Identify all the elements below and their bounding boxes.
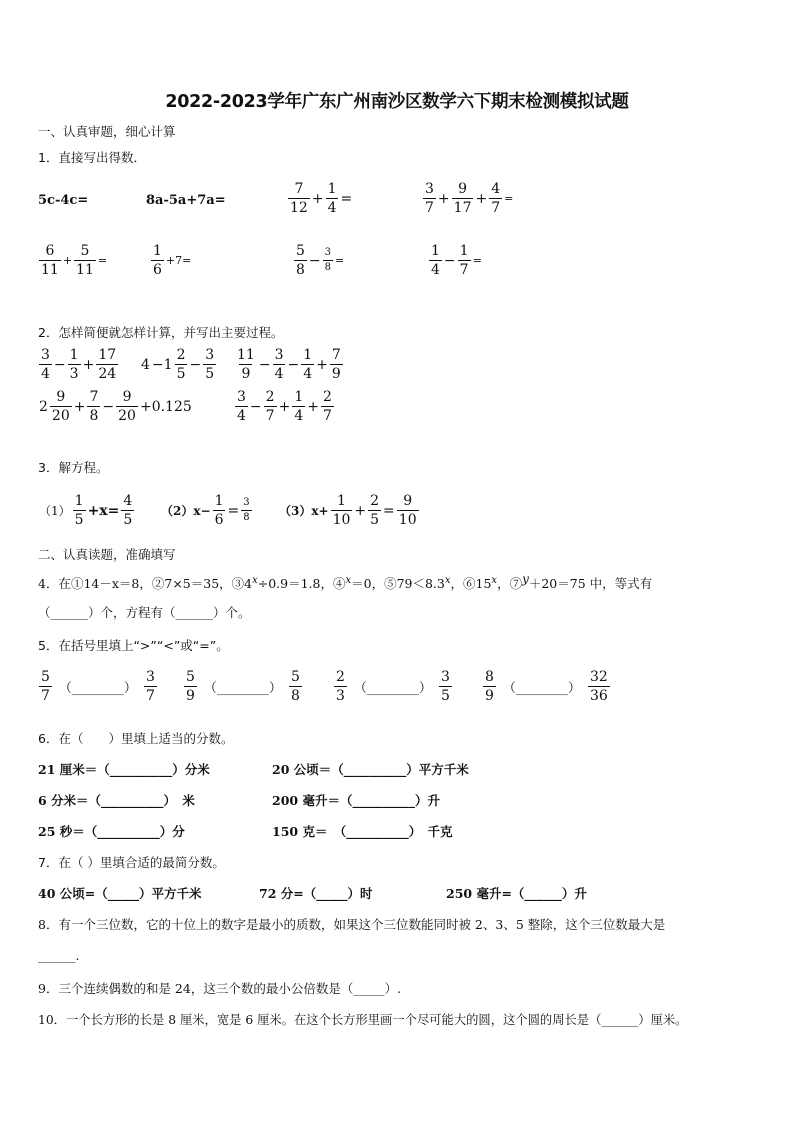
- numerator: 17: [98, 347, 117, 363]
- q8-line-2: ______.: [38, 948, 80, 963]
- fraction: [397, 494, 419, 527]
- fraction: [423, 182, 436, 215]
- math-operator: +: [475, 190, 488, 207]
- denominator: 4: [431, 262, 440, 278]
- fraction: [331, 494, 353, 527]
- q5-compare-2: [183, 670, 303, 703]
- denominator: 7: [145, 688, 155, 704]
- fraction: [96, 348, 118, 381]
- q5-label: 5．在括号里填上“>”“<”或“=”。: [38, 638, 229, 653]
- math-operator: −: [189, 356, 202, 373]
- denominator: 8: [324, 262, 332, 273]
- math-variable: x: [444, 575, 451, 586]
- numerator: 9: [403, 493, 413, 509]
- numerator: 3: [440, 669, 450, 685]
- numerator: 3: [324, 247, 332, 258]
- numerator: 3: [41, 347, 50, 363]
- fraction: [213, 494, 226, 527]
- fraction: [289, 670, 302, 703]
- math-operator: =: [227, 502, 240, 519]
- math-operator: 4: [141, 356, 150, 373]
- numerator: 3: [205, 347, 215, 363]
- fraction: [73, 494, 86, 527]
- math-operator: −1: [151, 356, 173, 373]
- denominator: 17: [453, 200, 472, 216]
- math-operator: =: [472, 254, 482, 267]
- q1-label: 1．直接写出得数．: [38, 150, 146, 165]
- denominator: 6: [214, 512, 224, 528]
- denominator: 5: [440, 688, 450, 704]
- denominator: 12: [290, 200, 308, 216]
- math-operator: （2）x−: [161, 504, 211, 518]
- q1-expr-8: [428, 244, 483, 277]
- math-operator: （3）x+: [279, 504, 329, 518]
- math-operator: −: [53, 356, 66, 373]
- numerator: 6: [45, 243, 55, 259]
- numerator: 7: [294, 181, 304, 197]
- numerator: 5: [41, 669, 50, 685]
- denominator: 3: [336, 688, 345, 704]
- q7-item-2: 72 分=（_____）时: [259, 886, 373, 901]
- math-operator: +: [82, 356, 95, 373]
- fraction: [39, 244, 61, 277]
- section-2-heading: 二、认真读题，准确填写: [38, 547, 176, 562]
- numerator: 5: [80, 243, 90, 259]
- fraction: [184, 670, 197, 703]
- denominator: 8: [89, 408, 99, 424]
- fraction: [321, 390, 334, 423]
- numerator: 1: [431, 243, 440, 259]
- section-1-heading: 一、认真审题，细心计算: [38, 124, 176, 139]
- numerator: 1: [459, 243, 469, 259]
- math-operator: −: [308, 252, 321, 269]
- math-operator: =: [383, 502, 395, 519]
- numerator: 3: [145, 669, 155, 685]
- numerator: 2: [176, 347, 186, 363]
- q4-line-1: 4．在①14－x＝8，②7×5＝35，$③4^x\div 0.9=1.8$，④$^x$＝0，$⑤79<8.3^x$，⑥15$^x$，⑦y＋20＝75 中，等式有: [38, 572, 653, 592]
- q6-item-4: 200 毫升＝（__________）升: [272, 793, 440, 808]
- q9-text: 9．三个连续偶数的和是 24，这三个数的最小公倍数是（_____）.: [38, 981, 402, 996]
- fraction: [301, 348, 314, 381]
- numerator: 1: [214, 493, 224, 509]
- answer-blank: （________）: [502, 681, 581, 696]
- fraction: [151, 244, 164, 277]
- fraction: [39, 348, 52, 381]
- math-operator: （1）: [39, 504, 71, 518]
- math-operator: +: [316, 356, 328, 373]
- fraction: [323, 248, 333, 273]
- denominator: 9: [485, 688, 494, 704]
- denominator: 8: [243, 512, 250, 523]
- q3-equation-2: [160, 494, 253, 527]
- denominator: 5: [176, 366, 186, 382]
- denominator: 5: [370, 512, 380, 528]
- numerator: 7: [89, 389, 99, 405]
- math-operator: −: [249, 398, 262, 415]
- math-operator: −: [443, 252, 456, 269]
- numerator: 1: [294, 389, 304, 405]
- fraction: [429, 244, 442, 277]
- numerator: 3: [237, 389, 246, 405]
- denominator: 11: [76, 262, 94, 278]
- denominator: 5: [205, 366, 215, 382]
- fraction: [489, 182, 502, 215]
- q5-compare-4: [482, 670, 611, 703]
- denominator: 5: [74, 512, 84, 528]
- denominator: 4: [294, 408, 304, 424]
- fraction: [241, 498, 251, 523]
- fraction: [74, 244, 96, 277]
- math-variable: x: [491, 575, 498, 586]
- q1-expr-6: [150, 244, 192, 277]
- numerator: 1: [327, 181, 337, 197]
- fraction: [68, 348, 81, 381]
- denominator: 20: [118, 408, 136, 424]
- numerator: 3: [425, 181, 434, 197]
- denominator: 9: [241, 366, 251, 382]
- math-operator: 2: [39, 398, 48, 415]
- numerator: 2: [370, 493, 380, 509]
- numerator: 1: [69, 347, 79, 363]
- numerator: 1: [337, 493, 346, 509]
- math-operator: +: [62, 254, 73, 267]
- fraction: [39, 670, 52, 703]
- answer-blank: （________）: [203, 681, 282, 696]
- fraction: [121, 494, 134, 527]
- denominator: 8: [290, 688, 300, 704]
- math-operator: +: [73, 398, 86, 415]
- numerator: 3: [274, 347, 284, 363]
- math-variable: x: [252, 575, 258, 586]
- math-operator: =: [504, 192, 514, 205]
- math-operator: +: [311, 190, 324, 207]
- fraction: [235, 348, 257, 381]
- denominator: 5: [123, 512, 133, 528]
- fraction: [330, 348, 343, 381]
- answer-blank: （________）: [58, 681, 137, 696]
- denominator: 11: [41, 262, 59, 278]
- q4-line-2: （______）个，方程有（______）个。: [38, 605, 251, 620]
- numerator: 8: [485, 669, 494, 685]
- q6-label: 6．在（ ）里填上适当的分数。: [38, 731, 234, 746]
- denominator: 7: [41, 688, 50, 704]
- answer-blank: （________）: [353, 681, 432, 696]
- q7-item-3: 250 毫升=（______）升: [446, 886, 587, 901]
- denominator: 10: [332, 512, 351, 528]
- math-operator: =: [335, 254, 345, 267]
- q2-expr-5: [234, 390, 335, 423]
- numerator: 2: [336, 669, 345, 685]
- math-operator: +: [278, 398, 291, 415]
- fraction: [203, 348, 216, 381]
- denominator: 20: [51, 408, 70, 424]
- q8-line-1: 8．有一个三位数，它的十位上的数字是最小的质数，如果这个三位数能同时被 2、3、5 整除，这个三位数最大是: [38, 917, 666, 932]
- fraction: [50, 390, 72, 423]
- q2-expr-3: [234, 348, 344, 381]
- fraction: [288, 182, 310, 215]
- math-operator: −: [102, 398, 115, 415]
- q3-equation-3: [278, 494, 420, 527]
- q6-item-2: 20 公顷＝（__________）平方千米: [272, 762, 469, 777]
- math-operator: −: [258, 356, 271, 373]
- math-variable: x: [345, 575, 352, 586]
- fraction: [292, 390, 305, 423]
- math-operator: +0.125: [139, 398, 192, 415]
- q3-label: 3．解方程。: [38, 460, 109, 475]
- denominator: 7: [459, 262, 469, 278]
- denominator: 4: [303, 366, 313, 382]
- numerator: 5: [296, 243, 305, 259]
- numerator: 4: [491, 181, 501, 197]
- q5-compare-3: [333, 670, 453, 703]
- fraction: [326, 182, 339, 215]
- denominator: 6: [153, 262, 162, 278]
- fraction: [116, 390, 138, 423]
- denominator: 9: [186, 688, 195, 704]
- q6-item-1: 21 厘米＝（__________）分米: [38, 762, 210, 777]
- fraction: [483, 670, 496, 703]
- fraction: [368, 494, 381, 527]
- fraction: [175, 348, 188, 381]
- math-operator: +7=: [165, 254, 192, 267]
- denominator: 4: [41, 366, 50, 382]
- fraction: [294, 244, 307, 277]
- denominator: 4: [237, 408, 246, 424]
- fraction: [235, 390, 248, 423]
- math-operator: =: [97, 254, 108, 267]
- denominator: 7: [491, 200, 501, 216]
- math-operator: +: [307, 398, 319, 415]
- q1-expr-3: [287, 182, 353, 215]
- numerator: 1: [153, 243, 162, 259]
- numerator: 1: [74, 493, 84, 509]
- denominator: 3: [69, 366, 79, 382]
- q1-expr-4: [422, 182, 514, 215]
- q2-expr-1: [38, 348, 119, 381]
- numerator: 32: [589, 669, 608, 685]
- denominator: 4: [327, 200, 337, 216]
- denominator: 9: [331, 366, 341, 382]
- denominator: 24: [98, 366, 117, 382]
- math-operator: +: [437, 190, 450, 207]
- q2-expr-4: [38, 390, 193, 423]
- q5-compare-1: [38, 670, 158, 703]
- denominator: 36: [589, 688, 608, 704]
- numerator: 11: [237, 347, 255, 363]
- numerator: 7: [331, 347, 341, 363]
- fraction: [264, 390, 277, 423]
- q3-equation-1: [38, 494, 135, 527]
- denominator: 7: [265, 408, 275, 424]
- fraction: [458, 244, 471, 277]
- math-operator: +: [354, 502, 367, 519]
- numerator: 1: [303, 347, 313, 363]
- q6-item-3: 6 分米＝（__________） 米: [38, 793, 195, 808]
- numerator: 5: [186, 669, 195, 685]
- q10-text: 10．一个长方形的长是 8 厘米，宽是 6 厘米。在这个长方形里画一个尽可能大的圆，这个圆的周长是（______）厘米。: [38, 1013, 688, 1027]
- q1-expr-7: [293, 244, 345, 277]
- fraction: [588, 670, 610, 703]
- numerator: 5: [290, 669, 300, 685]
- numerator: 9: [122, 389, 132, 405]
- math-operator: =: [340, 190, 353, 207]
- numerator: 9: [56, 389, 66, 405]
- numerator: 2: [265, 389, 275, 405]
- q6-item-5: 25 秒＝（__________）分: [38, 824, 185, 839]
- denominator: 10: [398, 512, 417, 528]
- fraction: [439, 670, 452, 703]
- q1-expr-1: 5c-4c=: [38, 193, 89, 208]
- math-operator: −: [287, 356, 300, 373]
- q7-item-1: 40 公顷=（_____）平方千米: [38, 886, 202, 901]
- q1-expr-2: 8a-5a+7a=: [146, 193, 226, 208]
- numerator: 2: [322, 389, 332, 405]
- numerator: 3: [243, 497, 250, 508]
- denominator: 7: [322, 408, 332, 424]
- denominator: 4: [274, 366, 284, 382]
- page-title: 2022-2023学年广东广州南沙区数学六下期末检测模拟试题: [165, 92, 629, 112]
- q2-label: 2．怎样简便就怎样计算，并写出主要过程。: [38, 325, 284, 340]
- math-variable: y: [522, 572, 529, 586]
- numerator: 4: [123, 493, 133, 509]
- fraction: [87, 390, 100, 423]
- denominator: 8: [296, 262, 305, 278]
- fraction: [334, 670, 347, 703]
- numerator: 9: [458, 181, 468, 197]
- q2-expr-2: [140, 348, 217, 381]
- fraction: [273, 348, 286, 381]
- q1-expr-5: [38, 244, 108, 277]
- q7-label: 7．在（ ）里填合适的最简分数。: [38, 855, 225, 870]
- q6-item-6: 150 克＝ （__________） 千克: [272, 824, 453, 839]
- denominator: 7: [425, 200, 434, 216]
- fraction: [144, 670, 157, 703]
- fraction: [452, 182, 474, 215]
- math-operator: +x=: [87, 502, 120, 519]
